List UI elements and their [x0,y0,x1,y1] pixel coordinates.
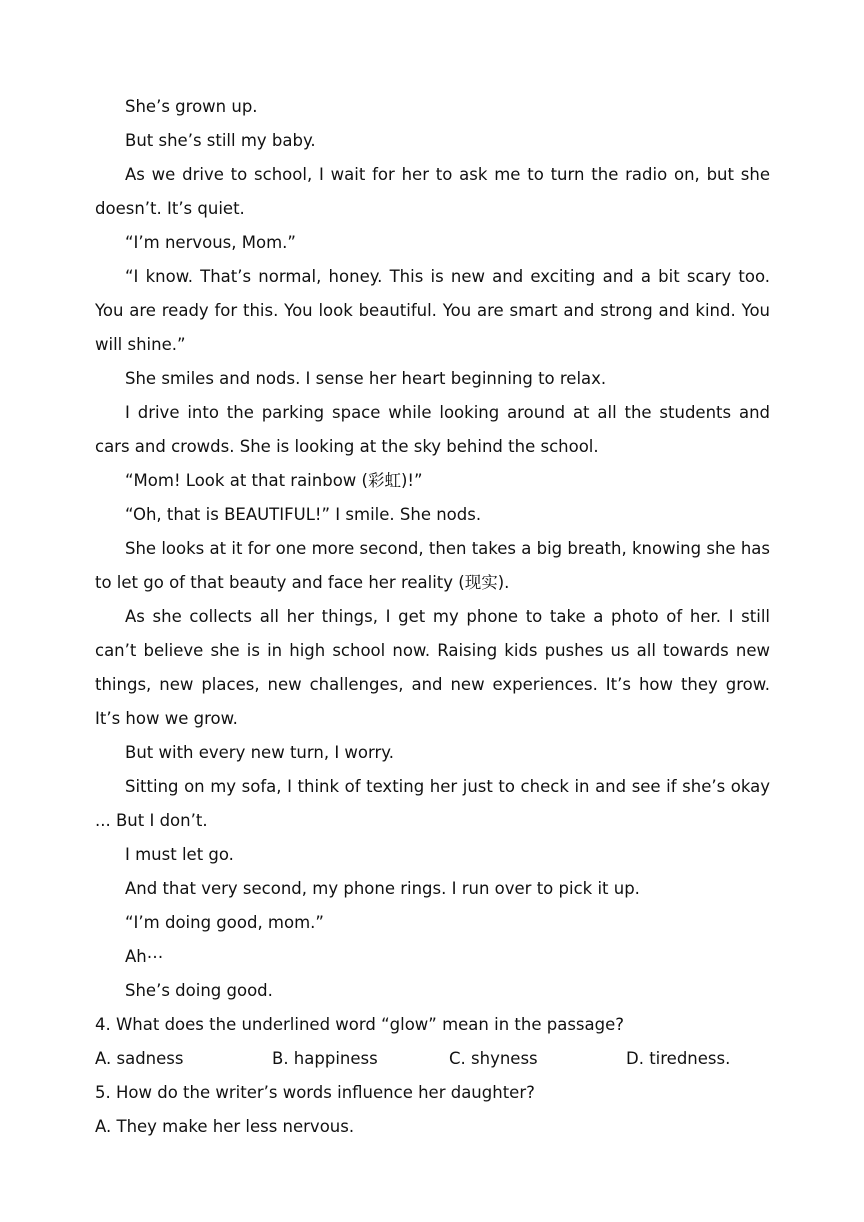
question-4-options [95,1042,770,1076]
paragraph: “I’m nervous, Mom.” [125,233,296,252]
question-4: 4. What does the underlined word “glow” mean in the passage? [95,1015,624,1034]
paragraph: “Oh, that is BEAUTIFUL!” I smile. She nods. [125,505,482,524]
paragraph: As we drive to school, I wait for her to ask me to turn the radio on, but she doesn’t. It’s quiet. [95,165,770,218]
paragraph: As she collects all her things, I get my phone to take a photo of her. I still can’t believe she is in high school now. Raising kids pushes us all towards new things, new places, new challenges, and new experiences. It’s how they grow. It’s how we grow. [95,607,770,728]
paragraph: She looks at it for one more second, then takes a big breath, knowing she has to let go of that beauty and face her reality (现实). [95,539,770,592]
paragraph: “Mom! Look at that rainbow (彩虹)!” [125,471,423,490]
paragraph: But she’s still my baby. [125,131,316,150]
paragraph: She’s doing good. [125,981,273,1000]
paragraph: I drive into the parking space while looking around at all the students and cars and crowds. She is looking at the sky behind the school. [95,403,770,456]
paragraph: “I’m doing good, mom.” [125,913,324,932]
paragraph: She’s grown up. [125,97,258,116]
option-c: C. shyness [449,1049,538,1068]
option-b: B. happiness [272,1049,378,1068]
paragraph: “I know. That’s normal, honey. This is new and exciting and a bit scary too. You are ready for this. You look beautiful. You are smart and strong and kind. You will shine.” [95,267,770,354]
paragraph: Sitting on my sofa, I think of texting her just to check in and see if she’s okay ... But I don’t. [95,777,770,830]
option-d: D. tiredness. [626,1049,731,1068]
paragraph: Ah⋯ [125,947,164,966]
option-a: A. sadness [95,1049,184,1068]
document-page [95,90,770,1144]
paragraph: I must let go. [125,845,234,864]
paragraph: And that very second, my phone rings. I run over to pick it up. [125,879,640,898]
paragraph: She smiles and nods. I sense her heart beginning to relax. [125,369,607,388]
question-5: 5. How do the writer’s words influence her daughter? [95,1083,535,1102]
question-5-option-a: A. They make her less nervous. [95,1117,355,1136]
paragraph: But with every new turn, I worry. [125,743,394,762]
